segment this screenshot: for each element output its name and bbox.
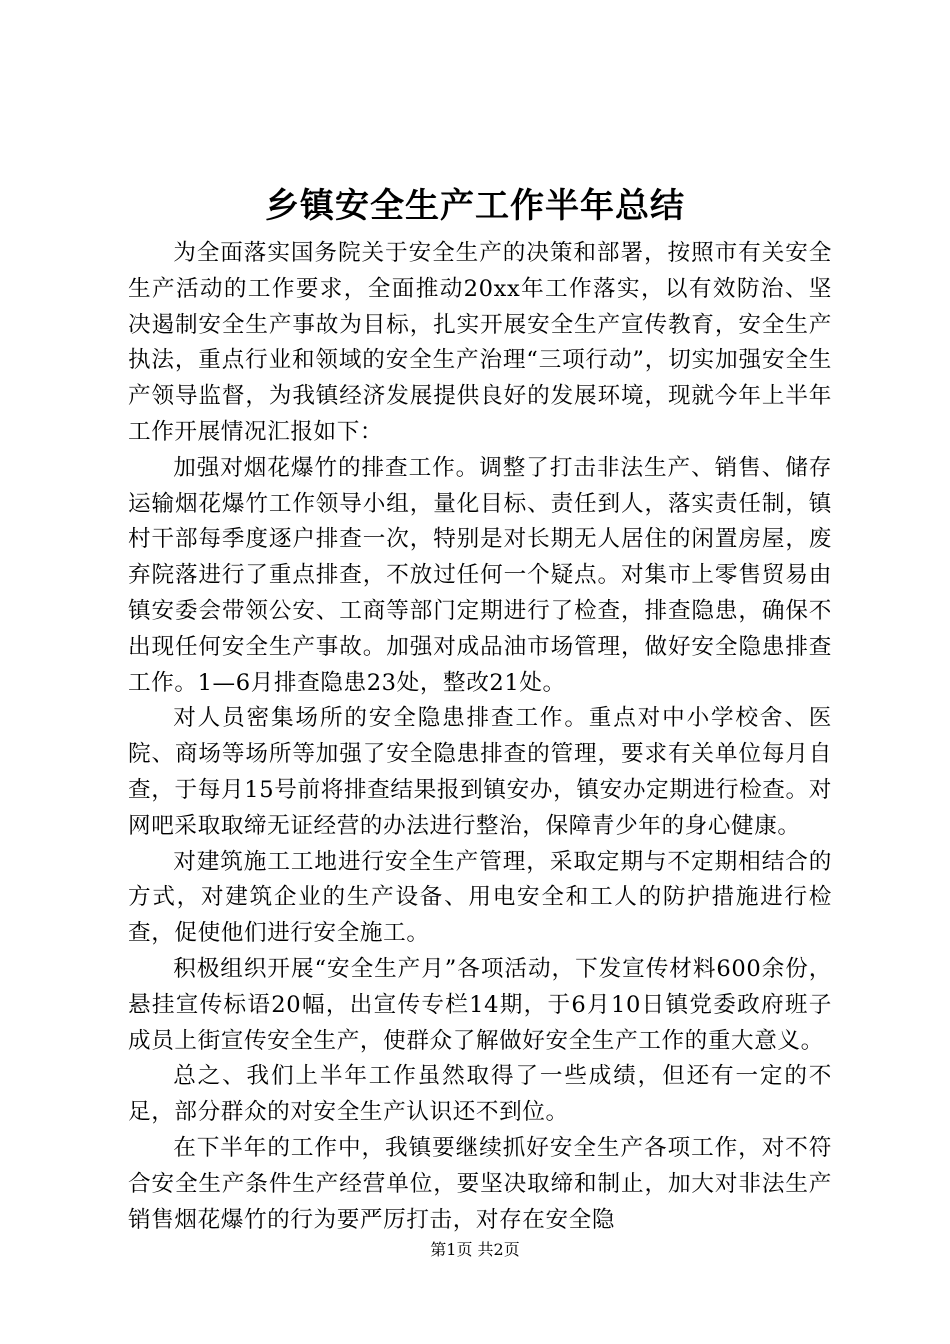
paragraph-intro: 为全面落实国务院关于安全生产的决策和部署，按照市有关安全生产活动的工作要求，全面推动20xx年工作落实，以有效防治、坚决遏制安全生产事故为目标，扎实开展安全生产宣传教育，安全生产执法，重点行业和领域的安全生产治理“三项行动”，切实加强安全生产领导监督，为我镇经济发展提供良好的发展环境，现就今年上半年工作开展情况汇报如下： <box>128 240 832 445</box>
paragraph-construction: 对建筑施工工地进行安全生产管理，采取定期与不定期相结合的方式，对建筑企业的生产设备、用电安全和工人的防护措施进行检查，促使他们进行安全施工。 <box>128 848 832 947</box>
paragraph-safety-month: 积极组织开展“安全生产月”各项活动，下发宣传材料600余份，悬挂宣传标语20幅，出宣传专栏14期，于6月10日镇党委政府班子成员上街宣传安全生产，使群众了解做好安全生产工作的重大意义。 <box>128 955 832 1054</box>
paragraph-next-half: 在下半年的工作中，我镇要继续抓好安全生产各项工作，对不符合安全生产条件生产经营单位，要坚决取缔和制止，加大对非法生产销售烟花爆竹的行为要严厉打击，对存在安全隐 <box>128 1134 832 1233</box>
page-number-footer: 第1页 共2页 <box>430 1240 520 1259</box>
document-title: 乡镇安全生产工作半年总结 <box>265 186 685 226</box>
paragraph-fireworks: 加强对烟花爆竹的排查工作。调整了打击非法生产、销售、储存运输烟花爆竹工作领导小组，量化目标、责任到人，落实责任制，镇村干部每季度逐户排查一次，特别是对长期无人居住的闲置房屋，废弃院落进行了重点排查，不放过任何一个疑点。对集市上零售贸易由镇安委会带领公安、工商等部门定期进行了检查，排查隐患，确保不出现任何安全生产事故。加强对成品油市场管理，做好安全隐患排查工作。1—6月排查隐患23处，整改21处。 <box>128 454 832 696</box>
document-body <box>128 236 832 1238</box>
paragraph-summary: 总之、我们上半年工作虽然取得了一些成绩，但还有一定的不足，部分群众的对安全生产认识还不到位。 <box>128 1063 832 1126</box>
paragraph-crowded-places: 对人员密集场所的安全隐患排查工作。重点对中小学校舍、医院、商场等场所等加强了安全隐患排查的管理，要求有关单位每月自查，于每月15号前将排查结果报到镇安办，镇安办定期进行检查。对网吧采取取缔无证经营的办法进行整治，保障青少年的身心健康。 <box>128 705 832 839</box>
